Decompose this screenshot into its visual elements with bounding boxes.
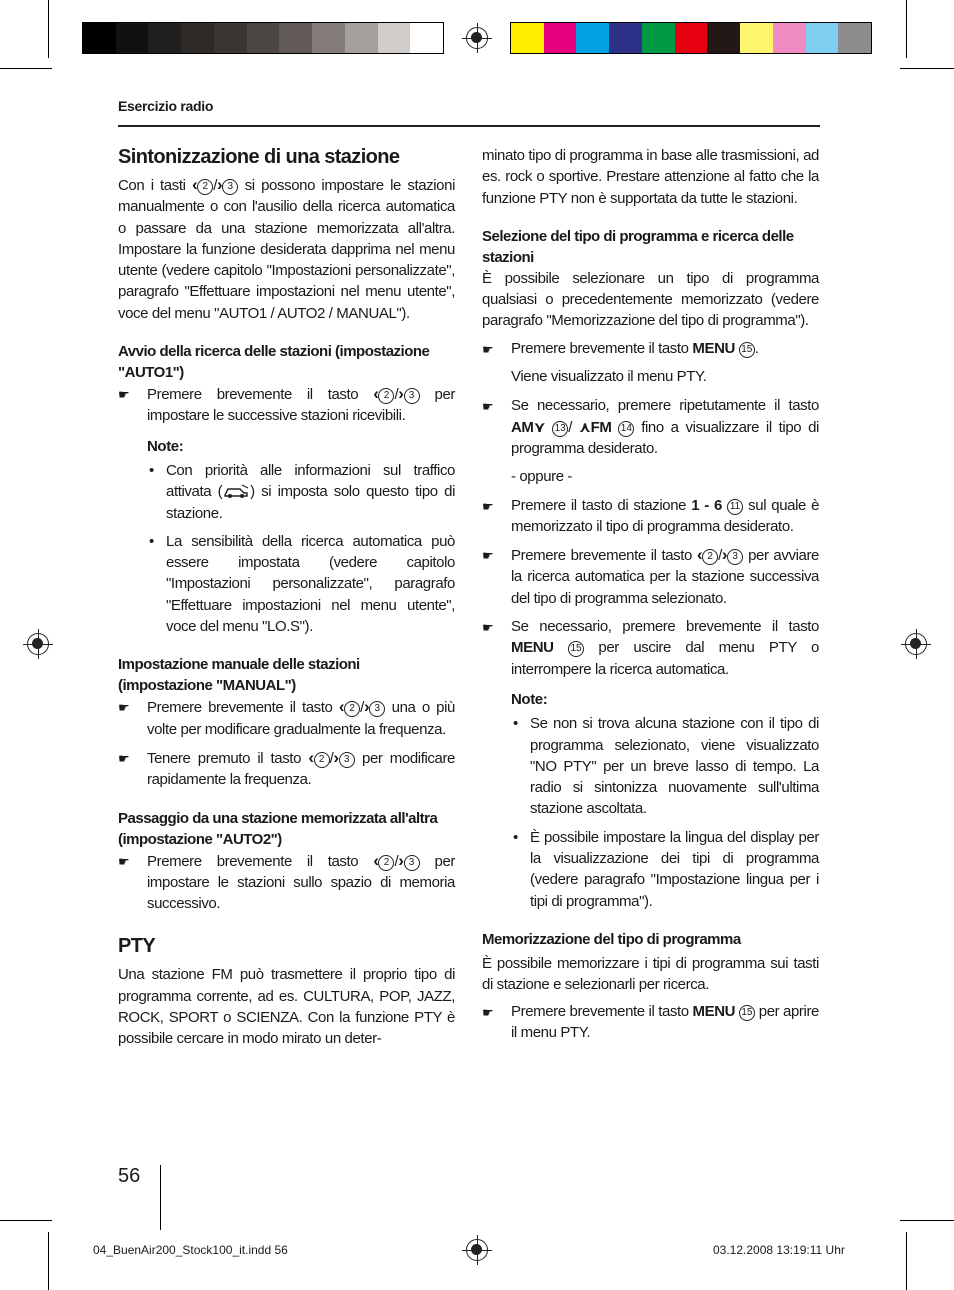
key-number: 13 (552, 421, 568, 437)
instruction-item: ☛ Premere brevemente il tasto ‹ 2 /› 3 per impostare le stazioni sullo spazio di memoria successivo. (118, 850, 455, 915)
crop-mark (48, 1232, 49, 1290)
key-number: 3 (339, 752, 355, 768)
color-swatch (773, 23, 806, 53)
pointing-hand-icon: ☛ (482, 399, 494, 415)
subheading: Selezione del tipo di programma e ricerca delle stazioni (482, 227, 794, 266)
page-number-divider (160, 1165, 161, 1230)
note-title: Note: (511, 690, 548, 708)
color-swatch (609, 23, 642, 53)
instruction-item: ☛ Premere brevemente il tasto MENU 15 per aprire il menu PTY. (482, 1001, 819, 1044)
key-number: 2 (702, 549, 718, 565)
gray-swatch (279, 23, 312, 53)
menu-key: MENU (692, 339, 735, 357)
key-number: 2 (378, 388, 394, 404)
subheading: Impostazione manuale delle stazioni (impostazione "MANUAL") (118, 656, 360, 695)
paragraph: È possibile memorizzare i tipi di programma sui tasti di stazione e selezionarli per ricerca. (482, 954, 819, 994)
crop-mark (900, 1220, 954, 1221)
note-title: Note: (147, 437, 184, 455)
bullet-icon: • (513, 828, 518, 846)
key-number: 3 (404, 388, 420, 404)
key-number: 3 (727, 549, 743, 565)
instruction-item: ☛ Se necessario, premere brevemente il tasto MENU 15 per uscire dal menu PTY o interrompere la ricerca automatica. (482, 616, 819, 680)
registration-mark-icon (466, 27, 488, 49)
pointing-hand-icon: ☛ (118, 387, 130, 403)
key-number: 15 (739, 1005, 755, 1021)
header-rule (118, 125, 820, 127)
fm-key: FM (590, 418, 612, 436)
paragraph: minato tipo di programma in base alle trasmissioni, ad es. rock o sportive. Prestare attenzione al fatto che la funzione PTY non è supportata da tutte le stazioni. (482, 147, 819, 207)
key-number: 2 (314, 752, 330, 768)
right-column (482, 145, 819, 1043)
note-item: • Con priorità alle informazioni sul traffico attivata ( ) si imposta solo questo tipo di stazione. (147, 460, 455, 524)
note-item: • Se non si trova alcuna stazione con il tipo di programma selezionato, viene visualizzato "NO PTY" per un breve lasso di tempo. La radio si sintonizza nuovamente sull'ultima stazione ascoltata. (511, 713, 819, 819)
chevron-right-icon: › (721, 545, 728, 565)
chevron-right-icon: › (333, 747, 339, 767)
bullet-icon: • (149, 532, 154, 550)
section-header: Esercizio radio (118, 98, 214, 114)
am-key: AM (511, 418, 534, 436)
instruction-item: ☛ Tenere premuto il tasto ‹ 2 /› 3 per modificare rapidamente la frequenza. (118, 747, 455, 791)
color-swatch (544, 23, 577, 53)
crop-mark (48, 0, 49, 58)
gray-swatch (312, 23, 345, 53)
pointing-hand-icon: ☛ (118, 750, 130, 766)
color-swatch (642, 23, 675, 53)
crop-mark (906, 1232, 907, 1290)
crop-mark (0, 1220, 52, 1221)
bullet-icon: • (513, 715, 518, 733)
key-number: 11 (727, 499, 743, 515)
gray-swatch (378, 23, 411, 53)
color-swatch (707, 23, 740, 53)
chevron-right-icon: › (363, 697, 370, 717)
crop-mark (900, 68, 954, 69)
chevron-right-icon: › (217, 175, 223, 194)
pointing-hand-icon: ☛ (482, 1004, 494, 1020)
chevron-down-icon: ⋎ (533, 418, 546, 436)
chevron-left-icon: ‹ (373, 850, 379, 870)
instruction-item: ☛ Premere brevemente il tasto ‹ 2 /› 3 per avviare la ricerca automatica per la stazione successiva del tipo di programma selezionato. (482, 544, 819, 609)
footer-file-info: 04_BuenAir200_Stock100_it.indd 56 (93, 1243, 288, 1257)
section-title: PTY (118, 935, 156, 958)
gray-swatch (148, 23, 181, 53)
bullet-icon: • (149, 461, 154, 479)
instruction-item: ☛ Premere brevemente il tasto MENU 15 . (482, 338, 819, 360)
page-number: 56 (118, 1165, 141, 1187)
subheading: Memorizzazione del tipo di programma (482, 930, 741, 948)
note-item: • La sensibilità della ricerca automatica può essere impostata (vedere capitolo "Impostazioni personalizzate", paragrafo "Effettuare impostazioni nel menu utente", voce del menu "LO.S"). (147, 531, 455, 637)
pointing-hand-icon: ☛ (482, 498, 494, 514)
gray-swatch (410, 23, 443, 53)
key-number: 2 (378, 855, 394, 871)
instruction-item: ☛ Premere brevemente il tasto ‹ 2 /› 3 per impostare le successive stazioni ricevibili. (118, 383, 455, 427)
chevron-left-icon: ‹ (191, 175, 198, 194)
pointing-hand-icon: ☛ (482, 341, 494, 357)
chevron-up-icon: ⋏ (578, 418, 591, 436)
chevron-left-icon: ‹ (338, 697, 345, 717)
menu-key: MENU (511, 639, 554, 657)
color-calibration-bar (510, 22, 872, 54)
traffic-info-icon (222, 483, 250, 499)
gray-swatch (116, 23, 149, 53)
color-swatch (740, 23, 773, 53)
color-swatch (838, 23, 871, 53)
registration-mark-icon (27, 633, 49, 655)
color-swatch (511, 23, 544, 53)
gray-swatch (181, 23, 214, 53)
paragraph: Una stazione FM può trasmettere il proprio tipo di programma corrente, ad es. CULTURA, POP, JAZZ, ROCK, SPORT o SCIENZA. Con la funzione PTY è possibile cercare in modo mirato un deter- (118, 966, 455, 1048)
chevron-right-icon: › (398, 850, 404, 870)
gray-swatch (247, 23, 280, 53)
key-number: 15 (739, 342, 755, 358)
instruction-item: ☛ Premere il tasto di stazione 1 - 6 11 sul quale è memorizzato il tipo di programma desiderato. (482, 495, 819, 538)
key-number: 2 (344, 701, 360, 717)
subheading: Passaggio da una stazione memorizzata all'altra (impostazione "AUTO2") (118, 809, 438, 848)
key-number: 14 (618, 421, 634, 437)
pointing-hand-icon: ☛ (482, 548, 494, 564)
paragraph: Con i tasti ‹ 2 /› 3 si possono impostare le stazioni manualmente o con l'ausilio della ricerca automatica o passare da una stazione memorizzata all'altra. Impostare la funzione desiderata dapprima nel menu utente (vedere capitolo "Impostazioni personalizzate", paragrafo "Effettuare impostazioni nel menu utente", voce del menu "AUTO1 / AUTO2 / MANUAL"). (118, 175, 456, 322)
section-title: Sintonizzazione di una stazione (118, 146, 400, 168)
chevron-left-icon: ‹ (308, 747, 314, 767)
note-item: • È possibile impostare la lingua del display per la visualizzazione dei tipi di programma (vedere paragrafo "Impostazione lingua per i tipi di programma"). (511, 827, 819, 912)
instruction-item: ☛ Se necessario, premere ripetutamente il tasto AM⋎ 13 / ⋏FM 14 fino a visualizzare il tipo di programma desiderato. (482, 395, 819, 459)
key-number: 2 (197, 179, 213, 195)
instruction-item: ☛ Premere brevemente il tasto ‹ 2 /› 3 una o più volte per modificare gradualmente la frequenza. (118, 696, 455, 740)
gray-calibration-bar (82, 22, 444, 54)
crop-mark (906, 0, 907, 58)
paragraph: È possibile selezionare un tipo di programma qualsiasi o precedentemente memorizzato (vedere paragrafo "Memorizzazione del tipo di programma"). (482, 269, 819, 330)
pointing-hand-icon: ☛ (118, 700, 130, 716)
pointing-hand-icon: ☛ (482, 620, 494, 636)
crop-mark (0, 68, 52, 69)
subheading: Avvio della ricerca delle stazioni (impostazione "AUTO1") (118, 343, 430, 382)
left-column (118, 145, 455, 1050)
color-swatch (675, 23, 708, 53)
key-number: 3 (369, 701, 385, 717)
footer-timestamp: 03.12.2008 13:19:11 Uhr (713, 1243, 845, 1257)
color-swatch (806, 23, 839, 53)
gray-swatch (214, 23, 247, 53)
result-text: Viene visualizzato il menu PTY. (511, 368, 707, 386)
preset-keys: 1 - 6 (691, 496, 722, 514)
color-swatch (576, 23, 609, 53)
registration-mark-icon (905, 633, 927, 655)
chevron-right-icon: › (398, 384, 404, 404)
alternative-text: - oppure - (511, 468, 573, 486)
registration-mark-icon (466, 1239, 488, 1261)
key-number: 3 (222, 179, 238, 195)
chevron-left-icon: ‹ (696, 545, 703, 565)
gray-swatch (345, 23, 378, 53)
chevron-left-icon: ‹ (373, 384, 379, 404)
pointing-hand-icon: ☛ (118, 853, 130, 869)
gray-swatch (83, 23, 116, 53)
key-number: 15 (568, 641, 584, 657)
key-number: 3 (404, 855, 420, 871)
menu-key: MENU (692, 1002, 736, 1020)
